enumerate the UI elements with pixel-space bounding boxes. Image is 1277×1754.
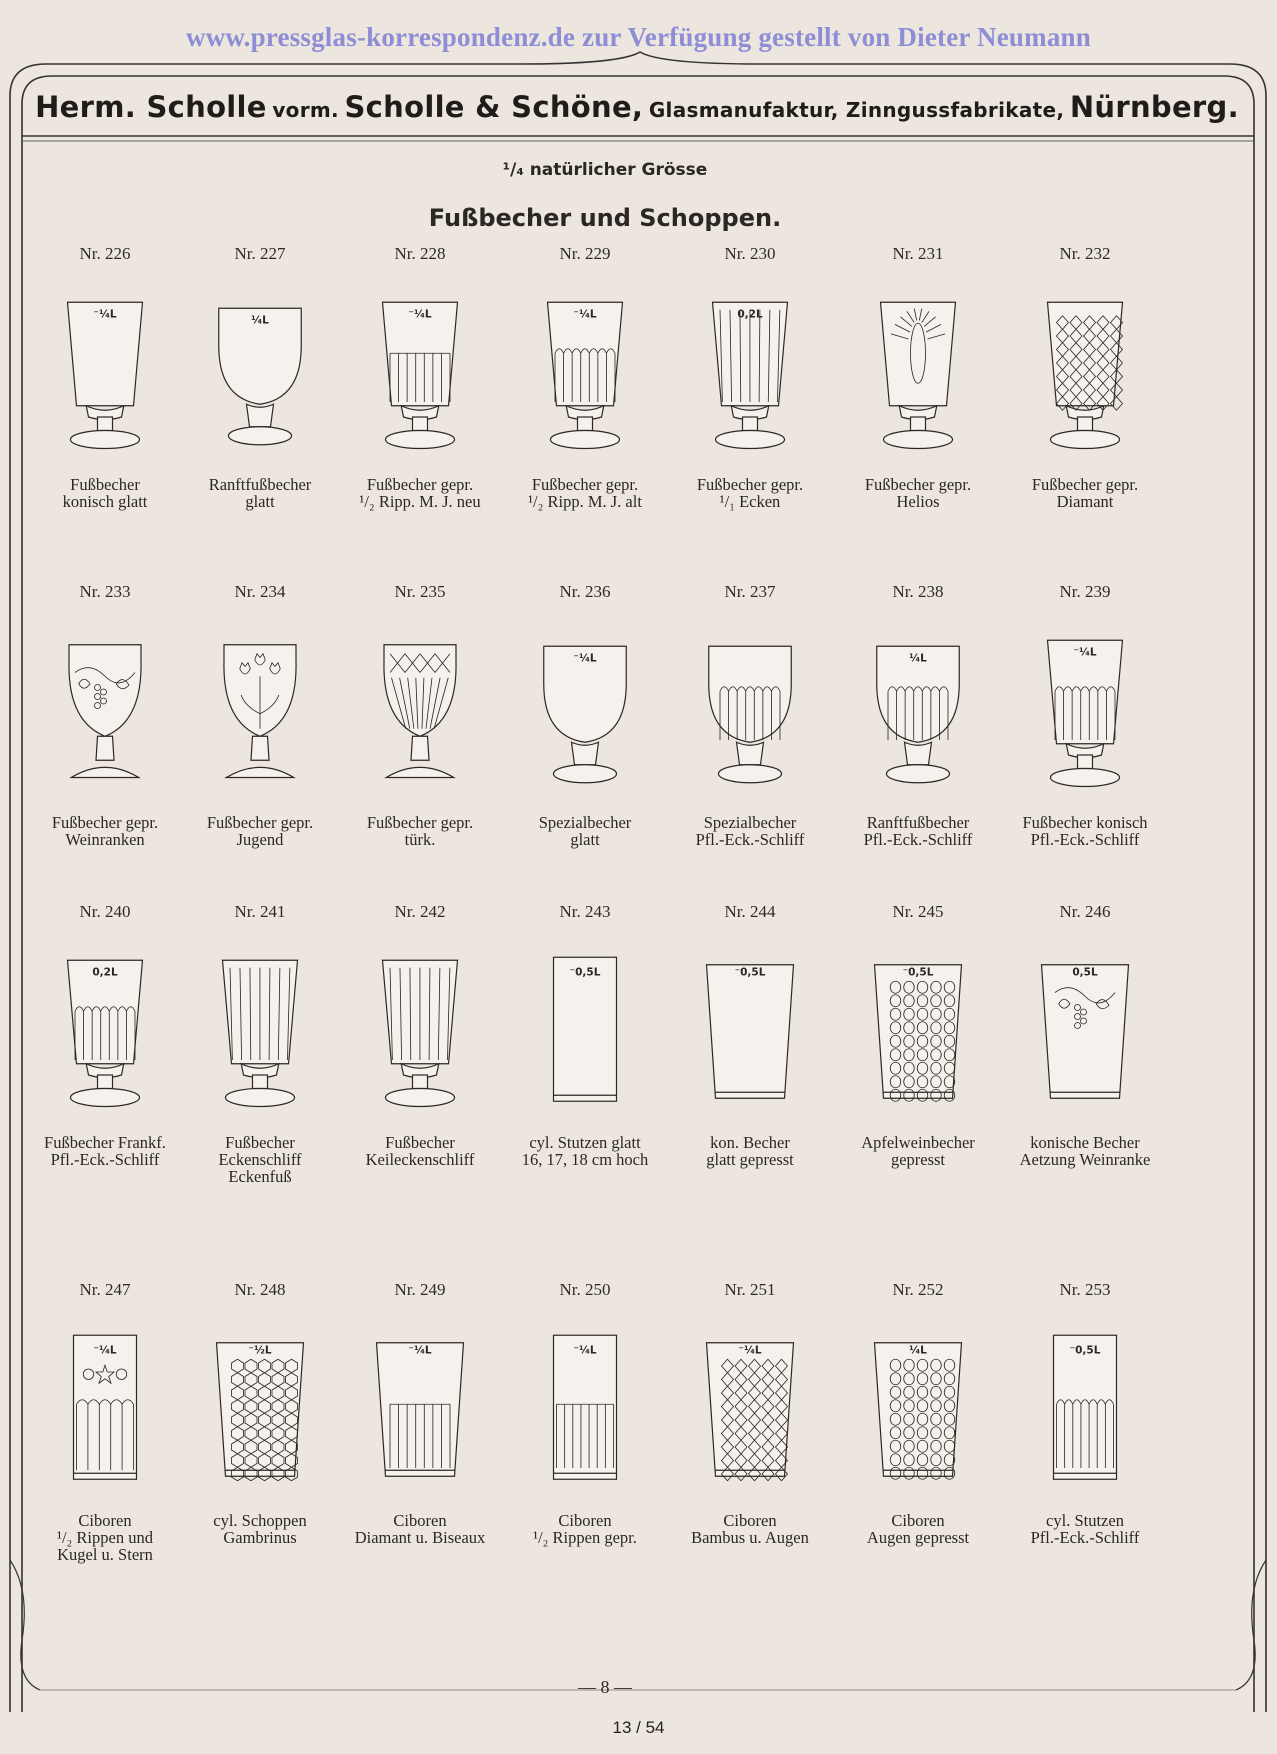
item-description (20, 1512, 190, 1563)
glass-illustration-icon (185, 930, 335, 1130)
item-number: Nr. 233 (79, 582, 131, 601)
glass-illustration-icon (185, 1308, 335, 1508)
svg-text:⁻¹⁄₄L: ⁻¹⁄₄L (408, 1344, 432, 1357)
description-line: cyl. Stutzen (1046, 1511, 1124, 1530)
description-line: Eckenschliff (218, 1150, 302, 1169)
glass-illustration-icon (30, 272, 180, 472)
glass-illustration-icon (30, 610, 180, 810)
glass-illustration-icon (185, 272, 335, 472)
glass-illustration-icon (30, 930, 180, 1130)
catalog-item (1000, 582, 1170, 848)
description-line: Bambus u. Augen (691, 1528, 809, 1547)
glass-illustration-icon (843, 272, 993, 472)
catalog-item (500, 582, 670, 848)
item-description (20, 1134, 190, 1168)
glass-illustration-icon (185, 610, 335, 810)
description-line: Pfl.-Eck.-Schliff (50, 1150, 160, 1169)
catalog-item (20, 244, 190, 510)
description-line: Keileckenschliff (365, 1150, 475, 1169)
svg-text:⁻¹⁄₄L: ⁻¹⁄₄L (573, 652, 597, 665)
description-line: konisch glatt (62, 492, 148, 511)
svg-text:0,5L: 0,5L (1072, 966, 1098, 979)
item-number: Nr. 228 (394, 244, 446, 263)
catalog-item (20, 902, 190, 1168)
item-description (335, 814, 505, 848)
glass-illustration-icon (1010, 272, 1160, 472)
description-line: Ciboren (78, 1511, 132, 1530)
glass-illustration-icon (675, 930, 825, 1130)
section-title: Fußbecher und Schoppen. (428, 204, 782, 232)
svg-text:⁻¹⁄₄L: ⁻¹⁄₄L (408, 308, 432, 321)
item-description (833, 476, 1003, 510)
description-line: ¹/₂ Rippen und (57, 1528, 153, 1547)
catalog-item (175, 1280, 345, 1546)
glass-illustration-icon (675, 272, 825, 472)
description-line: Fußbecher gepr. (531, 475, 639, 494)
description-line: ¹/₂ Ripp. M. J. alt (528, 492, 642, 511)
item-number: Nr. 232 (1059, 244, 1111, 263)
item-number: Nr. 230 (724, 244, 776, 263)
item-description (500, 1512, 670, 1546)
svg-text:⁻0,5L: ⁻0,5L (569, 966, 601, 979)
glass-illustration-icon (1010, 610, 1160, 810)
description-line: Weinranken (65, 830, 145, 849)
svg-text:⁻¹⁄₄L: ⁻¹⁄₄L (573, 308, 597, 321)
description-line: Eckenfuß (228, 1167, 292, 1186)
description-line: Ciboren (891, 1511, 945, 1530)
item-number: Nr. 235 (394, 582, 446, 601)
catalog-item (1000, 244, 1170, 510)
item-description (500, 814, 670, 848)
item-number: Nr. 247 (79, 1280, 131, 1299)
description-line: Fußbecher gepr. (366, 813, 474, 832)
description-line: Ranftfußbecher (208, 475, 312, 494)
item-description (1000, 814, 1170, 848)
glass-illustration-icon (345, 930, 495, 1130)
catalog-item (335, 902, 505, 1168)
description-line: Fußbecher konisch (1022, 813, 1148, 832)
description-line: Gambrinus (223, 1528, 297, 1547)
svg-text:⁻0,5L: ⁻0,5L (734, 966, 766, 979)
catalog-item (833, 902, 1003, 1168)
catalog-item (175, 244, 345, 510)
description-line: Fußbecher gepr. (696, 475, 804, 494)
item-number: Nr. 249 (394, 1280, 446, 1299)
description-line: Pfl.-Eck.-Schliff (695, 830, 805, 849)
item-description (20, 476, 190, 510)
item-description (20, 814, 190, 848)
description-line: gepresst (890, 1150, 946, 1169)
glass-illustration-icon (510, 930, 660, 1130)
item-number: Nr. 243 (559, 902, 611, 921)
item-number: Nr. 239 (1059, 582, 1111, 601)
item-number: Nr. 250 (559, 1280, 611, 1299)
description-line: glatt gepresst (706, 1150, 794, 1169)
description-line: Spezialbecher (703, 813, 797, 832)
item-description (833, 1134, 1003, 1168)
description-line: Fußbecher gepr. (1031, 475, 1139, 494)
description-line: Fußbecher (70, 475, 140, 494)
item-number: Nr. 252 (892, 1280, 944, 1299)
description-line: Fußbecher (385, 1133, 455, 1152)
description-line: kon. Becher (710, 1133, 790, 1152)
svg-text:⁻¹⁄₄L: ⁻¹⁄₄L (93, 1344, 117, 1357)
glass-illustration-icon (30, 1308, 180, 1508)
description-line: Fußbecher (225, 1133, 295, 1152)
description-line: Fußbecher gepr. (864, 475, 972, 494)
description-line: konische Becher (1030, 1133, 1140, 1152)
catalog-item (20, 582, 190, 848)
glass-illustration-icon (675, 610, 825, 810)
item-number: Nr. 253 (1059, 1280, 1111, 1299)
description-line: Aetzung Weinranke (1019, 1150, 1151, 1169)
item-description (665, 476, 835, 510)
catalog-item (335, 582, 505, 848)
company-former: Scholle & Schöne, (344, 90, 644, 124)
pdf-page-counter: 13 / 54 (612, 1718, 665, 1737)
item-description (175, 814, 345, 848)
description-line: Fußbecher gepr. (51, 813, 159, 832)
item-description (175, 1134, 345, 1185)
company-trade: Glasmanufaktur, Zinngussfabrikate, (648, 98, 1065, 122)
item-description (665, 814, 835, 848)
catalog-item (665, 902, 835, 1168)
svg-text:⁻0,5L: ⁻0,5L (902, 966, 934, 979)
item-number: Nr. 236 (559, 582, 611, 601)
glass-illustration-icon (1010, 930, 1160, 1130)
item-description (175, 476, 345, 510)
description-line: Pfl.-Eck.-Schliff (863, 830, 973, 849)
catalog-item (665, 1280, 835, 1546)
item-number: Nr. 234 (234, 582, 286, 601)
svg-text:0,2L: 0,2L (92, 966, 118, 979)
description-line: Fußbecher Frankf. (44, 1133, 166, 1152)
glass-illustration-icon (345, 272, 495, 472)
catalog-item (665, 582, 835, 848)
item-description (1000, 476, 1170, 510)
description-line: Ciboren (558, 1511, 612, 1530)
catalog-item (20, 1280, 190, 1563)
description-line: Ciboren (723, 1511, 777, 1530)
item-number: Nr. 237 (724, 582, 776, 601)
company-city: Nürnberg. (1069, 90, 1239, 124)
glass-illustration-icon (345, 1308, 495, 1508)
item-description (175, 1512, 345, 1546)
item-number: Nr. 245 (892, 902, 944, 921)
svg-text:⁻¹⁄₄L: ⁻¹⁄₄L (573, 1344, 597, 1357)
item-number: Nr. 227 (234, 244, 286, 263)
item-number: Nr. 251 (724, 1280, 776, 1299)
item-description (1000, 1134, 1170, 1168)
catalog-item (665, 244, 835, 510)
scale-note: ¹/₄ natürlicher Grösse (502, 160, 708, 180)
item-number: Nr. 246 (1059, 902, 1111, 921)
item-description (335, 1134, 505, 1168)
item-description (335, 1512, 505, 1546)
description-line: Jugend (236, 830, 284, 849)
page-number: — 8 — (578, 1677, 632, 1697)
description-line: cyl. Stutzen glatt (529, 1133, 641, 1152)
catalog-item (175, 902, 345, 1185)
description-line: glatt (570, 830, 600, 849)
description-line: türk. (404, 830, 436, 849)
item-number: Nr. 244 (724, 902, 776, 921)
svg-text:⁻¹⁄₂L: ⁻¹⁄₂L (248, 1344, 272, 1357)
description-line: glatt (245, 492, 275, 511)
item-description (833, 1512, 1003, 1546)
item-number: Nr. 248 (234, 1280, 286, 1299)
catalog-item (500, 244, 670, 510)
item-description (500, 476, 670, 510)
glass-illustration-icon (843, 610, 993, 810)
glass-illustration-icon (1010, 1308, 1160, 1508)
description-line: ¹/₂ Rippen gepr. (533, 1528, 637, 1547)
catalog-item (1000, 1280, 1170, 1546)
description-line: ¹/₂ Ripp. M. J. neu (359, 492, 481, 511)
description-line: Augen gepresst (866, 1528, 970, 1547)
item-number: Nr. 226 (79, 244, 131, 263)
svg-text:¹⁄₄L: ¹⁄₄L (251, 314, 269, 327)
glass-illustration-icon (843, 1308, 993, 1508)
description-line: Helios (896, 492, 940, 511)
catalog-item (833, 1280, 1003, 1546)
description-line: Apfelweinbecher (861, 1133, 975, 1152)
svg-text:⁻¹⁄₄L: ⁻¹⁄₄L (93, 308, 117, 321)
description-line: Diamant (1056, 492, 1114, 511)
item-description (500, 1134, 670, 1168)
description-line: Fußbecher gepr. (366, 475, 474, 494)
source-watermark: www.pressglas-korrespondenz.de zur Verfügung gestellt von Dieter Neumann (186, 22, 1091, 52)
svg-text:⁻¹⁄₄L: ⁻¹⁄₄L (738, 1344, 762, 1357)
glass-illustration-icon (510, 272, 660, 472)
catalog-item (335, 244, 505, 510)
glass-illustration-icon (510, 610, 660, 810)
svg-text:⁻¹⁄₄L: ⁻¹⁄₄L (1073, 646, 1097, 659)
glass-illustration-icon (510, 1308, 660, 1508)
description-line: Diamant u. Biseaux (354, 1528, 486, 1547)
item-description (335, 476, 505, 510)
company-prefix: vorm. (272, 98, 339, 122)
description-line: Ranftfußbecher (866, 813, 970, 832)
catalog-item (1000, 902, 1170, 1168)
catalog-item (175, 582, 345, 848)
description-line: ¹/₁ Ecken (719, 492, 781, 511)
item-number: Nr. 240 (79, 902, 131, 921)
glass-illustration-icon (675, 1308, 825, 1508)
catalog-item (500, 1280, 670, 1546)
svg-text:0,2L: 0,2L (737, 308, 763, 321)
description-line: cyl. Schoppen (213, 1511, 307, 1530)
svg-text:¹⁄₄L: ¹⁄₄L (909, 1344, 927, 1357)
item-number: Nr. 241 (234, 902, 286, 921)
item-description (833, 814, 1003, 848)
glass-illustration-icon (843, 930, 993, 1130)
description-line: Pfl.-Eck.-Schliff (1030, 1528, 1140, 1547)
description-line: Pfl.-Eck.-Schliff (1030, 830, 1140, 849)
company-name: Herm. Scholle (35, 90, 267, 124)
catalog-item (833, 244, 1003, 510)
item-description (665, 1134, 835, 1168)
catalog-item (833, 582, 1003, 848)
description-line: Kugel u. Stern (57, 1545, 153, 1564)
description-line: 16, 17, 18 cm hoch (521, 1150, 649, 1169)
item-number: Nr. 231 (892, 244, 944, 263)
item-number: Nr. 242 (394, 902, 446, 921)
description-line: Fußbecher gepr. (206, 813, 314, 832)
svg-text:⁻0,5L: ⁻0,5L (1069, 1344, 1101, 1357)
glass-illustration-icon (345, 610, 495, 810)
item-description (1000, 1512, 1170, 1546)
item-description (665, 1512, 835, 1546)
catalog-item (335, 1280, 505, 1546)
description-line: Ciboren (393, 1511, 447, 1530)
svg-text:¹⁄₄L: ¹⁄₄L (909, 652, 927, 665)
item-number: Nr. 229 (559, 244, 611, 263)
item-number: Nr. 238 (892, 582, 944, 601)
catalog-header (24, 76, 1250, 138)
catalog-item (500, 902, 670, 1168)
description-line: Spezialbecher (538, 813, 632, 832)
